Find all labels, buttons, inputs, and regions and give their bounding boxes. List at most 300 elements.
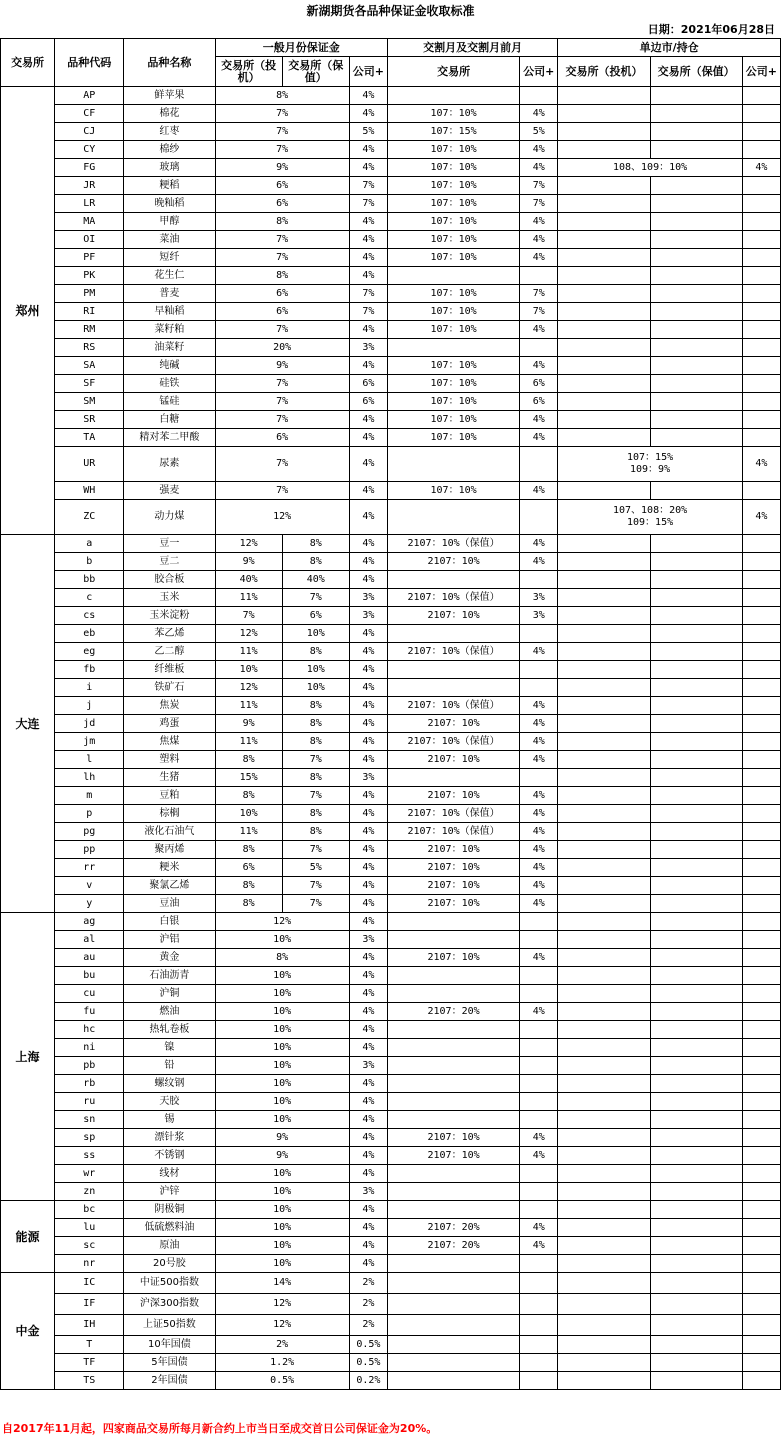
delivery-plus-cell: 4% [520,553,558,571]
margin-spec-cell: 11% [215,589,282,607]
table-row [1,985,781,1003]
margin-cell: 0.5% [215,1372,349,1390]
code-cell: al [55,931,124,949]
col-uni-plus: 公司+ [742,57,780,87]
delivery-cell: 107：10% [387,195,519,213]
code-cell: eg [55,643,124,661]
unilateral-plus-cell [742,1075,780,1093]
delivery-cell: 2107：10% [387,1147,519,1165]
code-cell: T [55,1336,124,1354]
delivery-cell: 2107：10% [387,553,519,571]
company-plus-cell: 4% [349,447,387,482]
delivery-cell: 2107：10%（保值） [387,535,519,553]
company-plus-cell: 4% [349,895,387,913]
unilateral-plus-cell [742,303,780,321]
table-row [1,195,781,213]
unilateral-plus-cell [742,535,780,553]
margin-hedge-cell: 8% [282,733,349,751]
delivery-plus-cell: 4% [520,1237,558,1255]
unilateral-hedge-cell [650,429,742,447]
company-plus-cell: 4% [349,1039,387,1057]
delivery-cell [387,1165,519,1183]
company-plus-cell: 4% [349,1255,387,1273]
delivery-plus-cell [520,1354,558,1372]
name-cell: 胶合板 [124,571,215,589]
code-cell: sc [55,1237,124,1255]
table-row [1,1165,781,1183]
delivery-plus-cell [520,769,558,787]
margin-hedge-cell: 7% [282,589,349,607]
unilateral-plus-cell [742,643,780,661]
margin-spec-cell: 8% [215,895,282,913]
margin-spec-cell: 11% [215,697,282,715]
exchange-cell: 中金 [1,1273,55,1390]
unilateral-hedge-cell [650,357,742,375]
name-cell: 沪铝 [124,931,215,949]
unilateral-hedge-cell [650,1183,742,1201]
unilateral-spec-cell [558,805,650,823]
col-unilateral: 单边市/持仓 [558,39,781,57]
company-plus-cell: 4% [349,805,387,823]
unilateral-plus-cell [742,321,780,339]
table-row [1,87,781,105]
margin-cell: 7% [215,393,349,411]
unilateral-spec-cell [558,949,650,967]
company-plus-cell: 4% [349,213,387,231]
company-plus-cell: 0.5% [349,1354,387,1372]
name-cell: 红枣 [124,123,215,141]
code-cell: RS [55,339,124,357]
unilateral-spec-cell [558,1201,650,1219]
delivery-plus-cell: 6% [520,375,558,393]
name-cell: 漂针浆 [124,1129,215,1147]
name-cell: 豆二 [124,553,215,571]
margin-spec-cell: 8% [215,751,282,769]
table-row [1,1147,781,1165]
unilateral-spec-cell [558,625,650,643]
unilateral-plus-cell [742,1147,780,1165]
header-row-1 [1,39,781,57]
unilateral-hedge-cell [650,87,742,105]
company-plus-cell: 4% [349,787,387,805]
unilateral-plus-cell [742,249,780,267]
table-row [1,393,781,411]
company-plus-cell: 4% [349,625,387,643]
unilateral-spec-cell [558,1093,650,1111]
delivery-cell [387,1057,519,1075]
delivery-cell: 2107：20% [387,1003,519,1021]
unilateral-hedge-cell [650,1219,742,1237]
table-row [1,805,781,823]
margin-hedge-cell: 8% [282,715,349,733]
name-cell: 生猪 [124,769,215,787]
delivery-plus-cell [520,267,558,285]
company-plus-cell: 4% [349,1219,387,1237]
unilateral-spec-cell [558,177,650,195]
delivery-plus-cell [520,1372,558,1390]
delivery-plus-cell [520,1201,558,1219]
margin-hedge-cell: 10% [282,661,349,679]
table-row [1,123,781,141]
unilateral-hedge-cell [650,643,742,661]
code-cell: cu [55,985,124,1003]
unilateral-plus-cell [742,1219,780,1237]
margin-cell: 12% [215,1294,349,1315]
margin-hedge-cell: 40% [282,571,349,589]
company-plus-cell: 7% [349,303,387,321]
margin-cell: 6% [215,303,349,321]
unilateral-spec-cell [558,482,650,500]
code-cell: ss [55,1147,124,1165]
unilateral-plus-cell [742,1165,780,1183]
delivery-cell: 107：10% [387,375,519,393]
unilateral-hedge-cell [650,105,742,123]
name-cell: 黄金 [124,949,215,967]
unilateral-spec-cell [558,339,650,357]
delivery-plus-cell: 7% [520,285,558,303]
unilateral-spec-cell [558,87,650,105]
code-cell: j [55,697,124,715]
table-row [1,1201,781,1219]
delivery-cell: 107：10% [387,429,519,447]
company-plus-cell: 4% [349,643,387,661]
table-row [1,321,781,339]
unilateral-spec-cell [558,1294,650,1315]
unilateral-plus-cell [742,1294,780,1315]
margin-cell: 14% [215,1273,349,1294]
delivery-plus-cell: 4% [520,715,558,733]
unilateral-cell [558,447,742,482]
unilateral-spec-cell [558,769,650,787]
margin-cell: 1.2% [215,1354,349,1372]
unilateral-plus-cell [742,751,780,769]
unilateral-plus-cell [742,841,780,859]
unilateral-hedge-cell [650,985,742,1003]
delivery-plus-cell: 4% [520,159,558,177]
delivery-cell: 2107：10% [387,1129,519,1147]
unilateral-plus-cell [742,733,780,751]
delivery-plus-cell: 4% [520,321,558,339]
code-cell: wr [55,1165,124,1183]
unilateral-spec-cell [558,357,650,375]
unilateral-spec-cell [558,429,650,447]
delivery-plus-cell: 4% [520,105,558,123]
margin-cell: 7% [215,105,349,123]
code-cell: FG [55,159,124,177]
table-row [1,949,781,967]
delivery-plus-cell: 4% [520,231,558,249]
company-plus-cell: 4% [349,733,387,751]
unilateral-spec-cell [558,105,650,123]
delivery-plus-cell: 4% [520,1003,558,1021]
col-uni-hedge: 交易所（保值） [650,57,742,87]
unilateral-plus-cell [742,375,780,393]
delivery-cell [387,625,519,643]
name-cell: 鲜苹果 [124,87,215,105]
name-cell: 白糖 [124,411,215,429]
margin-cell: 9% [215,159,349,177]
unilateral-plus-cell [742,697,780,715]
delivery-cell [387,1255,519,1273]
company-plus-cell: 4% [349,267,387,285]
name-cell: 纤维板 [124,661,215,679]
company-plus-cell: 4% [349,1075,387,1093]
unilateral-plus-cell [742,1021,780,1039]
delivery-plus-cell [520,1336,558,1354]
name-cell: 棉花 [124,105,215,123]
name-cell: 菜籽粕 [124,321,215,339]
name-cell: 上证50指数 [124,1315,215,1336]
name-cell: 硅铁 [124,375,215,393]
delivery-plus-cell [520,661,558,679]
margin-cell: 12% [215,913,349,931]
unilateral-plus-cell [742,1336,780,1354]
delivery-plus-cell: 4% [520,429,558,447]
company-plus-cell: 4% [349,841,387,859]
margin-hedge-cell: 8% [282,553,349,571]
name-cell: 燃油 [124,1003,215,1021]
delivery-cell [387,1183,519,1201]
company-plus-cell: 7% [349,285,387,303]
unilateral-spec-cell [558,697,650,715]
unilateral-plus-cell [742,1372,780,1390]
company-plus-cell: 3% [349,1057,387,1075]
delivery-plus-cell: 5% [520,123,558,141]
code-cell: IC [55,1273,124,1294]
unilateral-spec-cell [558,643,650,661]
margin-hedge-cell: 8% [282,823,349,841]
table-row [1,1039,781,1057]
code-cell: fb [55,661,124,679]
delivery-cell [387,769,519,787]
unilateral-spec-cell [558,1273,650,1294]
delivery-plus-cell: 7% [520,303,558,321]
unilateral-plus-cell [742,607,780,625]
unilateral-cell [558,500,742,535]
delivery-plus-cell: 4% [520,949,558,967]
delivery-cell [387,679,519,697]
unilateral-plus-cell [742,1273,780,1294]
unilateral-plus-cell [742,1093,780,1111]
unilateral-plus-cell [742,231,780,249]
unilateral-hedge-cell [650,859,742,877]
margin-spec-cell: 11% [215,733,282,751]
unilateral-hedge-cell [650,303,742,321]
margin-cell: 8% [215,267,349,285]
margin-cell: 8% [215,213,349,231]
margin-spec-cell: 8% [215,841,282,859]
delivery-cell: 2107：10% [387,607,519,625]
delivery-plus-cell: 4% [520,841,558,859]
col-code: 品种代码 [55,39,124,87]
table-row [1,375,781,393]
company-plus-cell: 4% [349,715,387,733]
code-cell: JR [55,177,124,195]
margin-cell: 10% [215,1219,349,1237]
delivery-cell: 107：10% [387,321,519,339]
margin-hedge-cell: 8% [282,535,349,553]
code-cell: TF [55,1354,124,1372]
company-plus-cell: 4% [349,1093,387,1111]
unilateral-plus-cell: 4% [742,447,780,482]
delivery-cell [387,571,519,589]
unilateral-hedge-cell [650,895,742,913]
code-cell: ag [55,913,124,931]
company-plus-cell: 3% [349,589,387,607]
unilateral-spec-cell [558,733,650,751]
code-cell: TA [55,429,124,447]
code-cell: PF [55,249,124,267]
unilateral-plus-cell [742,1057,780,1075]
company-plus-cell: 4% [349,1129,387,1147]
table-row [1,1273,781,1294]
margin-cell: 7% [215,447,349,482]
delivery-cell: 107：10% [387,141,519,159]
unilateral-plus-cell [742,213,780,231]
unilateral-plus-cell [742,1129,780,1147]
unilateral-plus-cell [742,177,780,195]
name-cell: 沪锌 [124,1183,215,1201]
table-row [1,733,781,751]
code-cell: bc [55,1201,124,1219]
margin-cell: 6% [215,195,349,213]
name-cell: 焦炭 [124,697,215,715]
delivery-plus-cell [520,985,558,1003]
unilateral-spec-cell [558,553,650,571]
delivery-plus-cell: 4% [520,877,558,895]
code-cell: UR [55,447,124,482]
table-row [1,535,781,553]
margin-spec-cell: 40% [215,571,282,589]
unilateral-spec-cell [558,967,650,985]
delivery-cell [387,1372,519,1390]
unilateral-spec-cell [558,1111,650,1129]
unilateral-plus-cell [742,625,780,643]
name-cell: 5年国债 [124,1354,215,1372]
delivery-plus-cell [520,447,558,482]
name-cell: 铅 [124,1057,215,1075]
unilateral-plus-cell [742,1201,780,1219]
margin-hedge-cell: 8% [282,643,349,661]
company-plus-cell: 4% [349,949,387,967]
unilateral-spec-cell [558,823,650,841]
table-row [1,1336,781,1354]
margin-hedge-cell: 10% [282,625,349,643]
margin-spec-cell: 11% [215,643,282,661]
margin-cell: 10% [215,1201,349,1219]
unilateral-hedge-cell [650,1294,742,1315]
code-cell: PM [55,285,124,303]
unilateral-hedge-cell [650,1057,742,1075]
delivery-cell: 107：10% [387,357,519,375]
delivery-plus-cell [520,500,558,535]
margin-hedge-cell: 7% [282,841,349,859]
table-row [1,285,781,303]
unilateral-line: 109：15% [627,517,674,528]
col-name: 品种名称 [124,39,215,87]
code-cell: l [55,751,124,769]
unilateral-hedge-cell [650,805,742,823]
code-cell: TS [55,1372,124,1390]
table-row [1,447,781,482]
unilateral-plus-cell [742,823,780,841]
margin-hedge-cell: 7% [282,877,349,895]
table-row [1,571,781,589]
code-cell: ni [55,1039,124,1057]
name-cell: 花生仁 [124,267,215,285]
margin-cell: 7% [215,249,349,267]
table-row [1,303,781,321]
delivery-plus-cell: 3% [520,607,558,625]
table-row [1,553,781,571]
delivery-plus-cell [520,625,558,643]
name-cell: 10年国债 [124,1336,215,1354]
unilateral-plus-cell [742,123,780,141]
unilateral-spec-cell [558,1255,650,1273]
unilateral-plus-cell [742,1039,780,1057]
unilateral-spec-cell [558,375,650,393]
unilateral-hedge-cell [650,141,742,159]
name-cell: 鸡蛋 [124,715,215,733]
table-row [1,715,781,733]
name-cell: 豆粕 [124,787,215,805]
delivery-plus-cell: 4% [520,357,558,375]
unilateral-spec-cell [558,589,650,607]
delivery-plus-cell [520,913,558,931]
unilateral-hedge-cell [650,715,742,733]
delivery-cell: 107：10% [387,249,519,267]
unilateral-hedge-cell [650,787,742,805]
company-plus-cell: 4% [349,877,387,895]
unilateral-plus-cell [742,1183,780,1201]
unilateral-plus-cell [742,553,780,571]
margin-hedge-cell: 7% [282,751,349,769]
margin-cell: 8% [215,87,349,105]
company-plus-cell: 4% [349,105,387,123]
table-row [1,823,781,841]
margin-cell: 10% [215,1003,349,1021]
unilateral-spec-cell [558,285,650,303]
table-row [1,967,781,985]
table-row [1,1129,781,1147]
unilateral-spec-cell [558,1315,650,1336]
name-cell: 20号胶 [124,1255,215,1273]
unilateral-hedge-cell [650,1354,742,1372]
table-row [1,787,781,805]
table-row [1,482,781,500]
name-cell: 塑料 [124,751,215,769]
name-cell: 低硫燃料油 [124,1219,215,1237]
delivery-cell: 2107：20% [387,1237,519,1255]
unilateral-hedge-cell [650,482,742,500]
table-row [1,1093,781,1111]
unilateral-plus-cell [742,393,780,411]
margin-cell: 9% [215,1147,349,1165]
table-row [1,1111,781,1129]
name-cell: 2年国债 [124,1372,215,1390]
company-plus-cell: 4% [349,1165,387,1183]
code-cell: WH [55,482,124,500]
company-plus-cell: 0.2% [349,1372,387,1390]
delivery-cell [387,967,519,985]
delivery-plus-cell [520,1039,558,1057]
company-plus-cell: 6% [349,393,387,411]
margin-cell: 9% [215,1129,349,1147]
company-plus-cell: 2% [349,1273,387,1294]
name-cell: 普麦 [124,285,215,303]
code-cell: AP [55,87,124,105]
name-cell: 天胶 [124,1093,215,1111]
